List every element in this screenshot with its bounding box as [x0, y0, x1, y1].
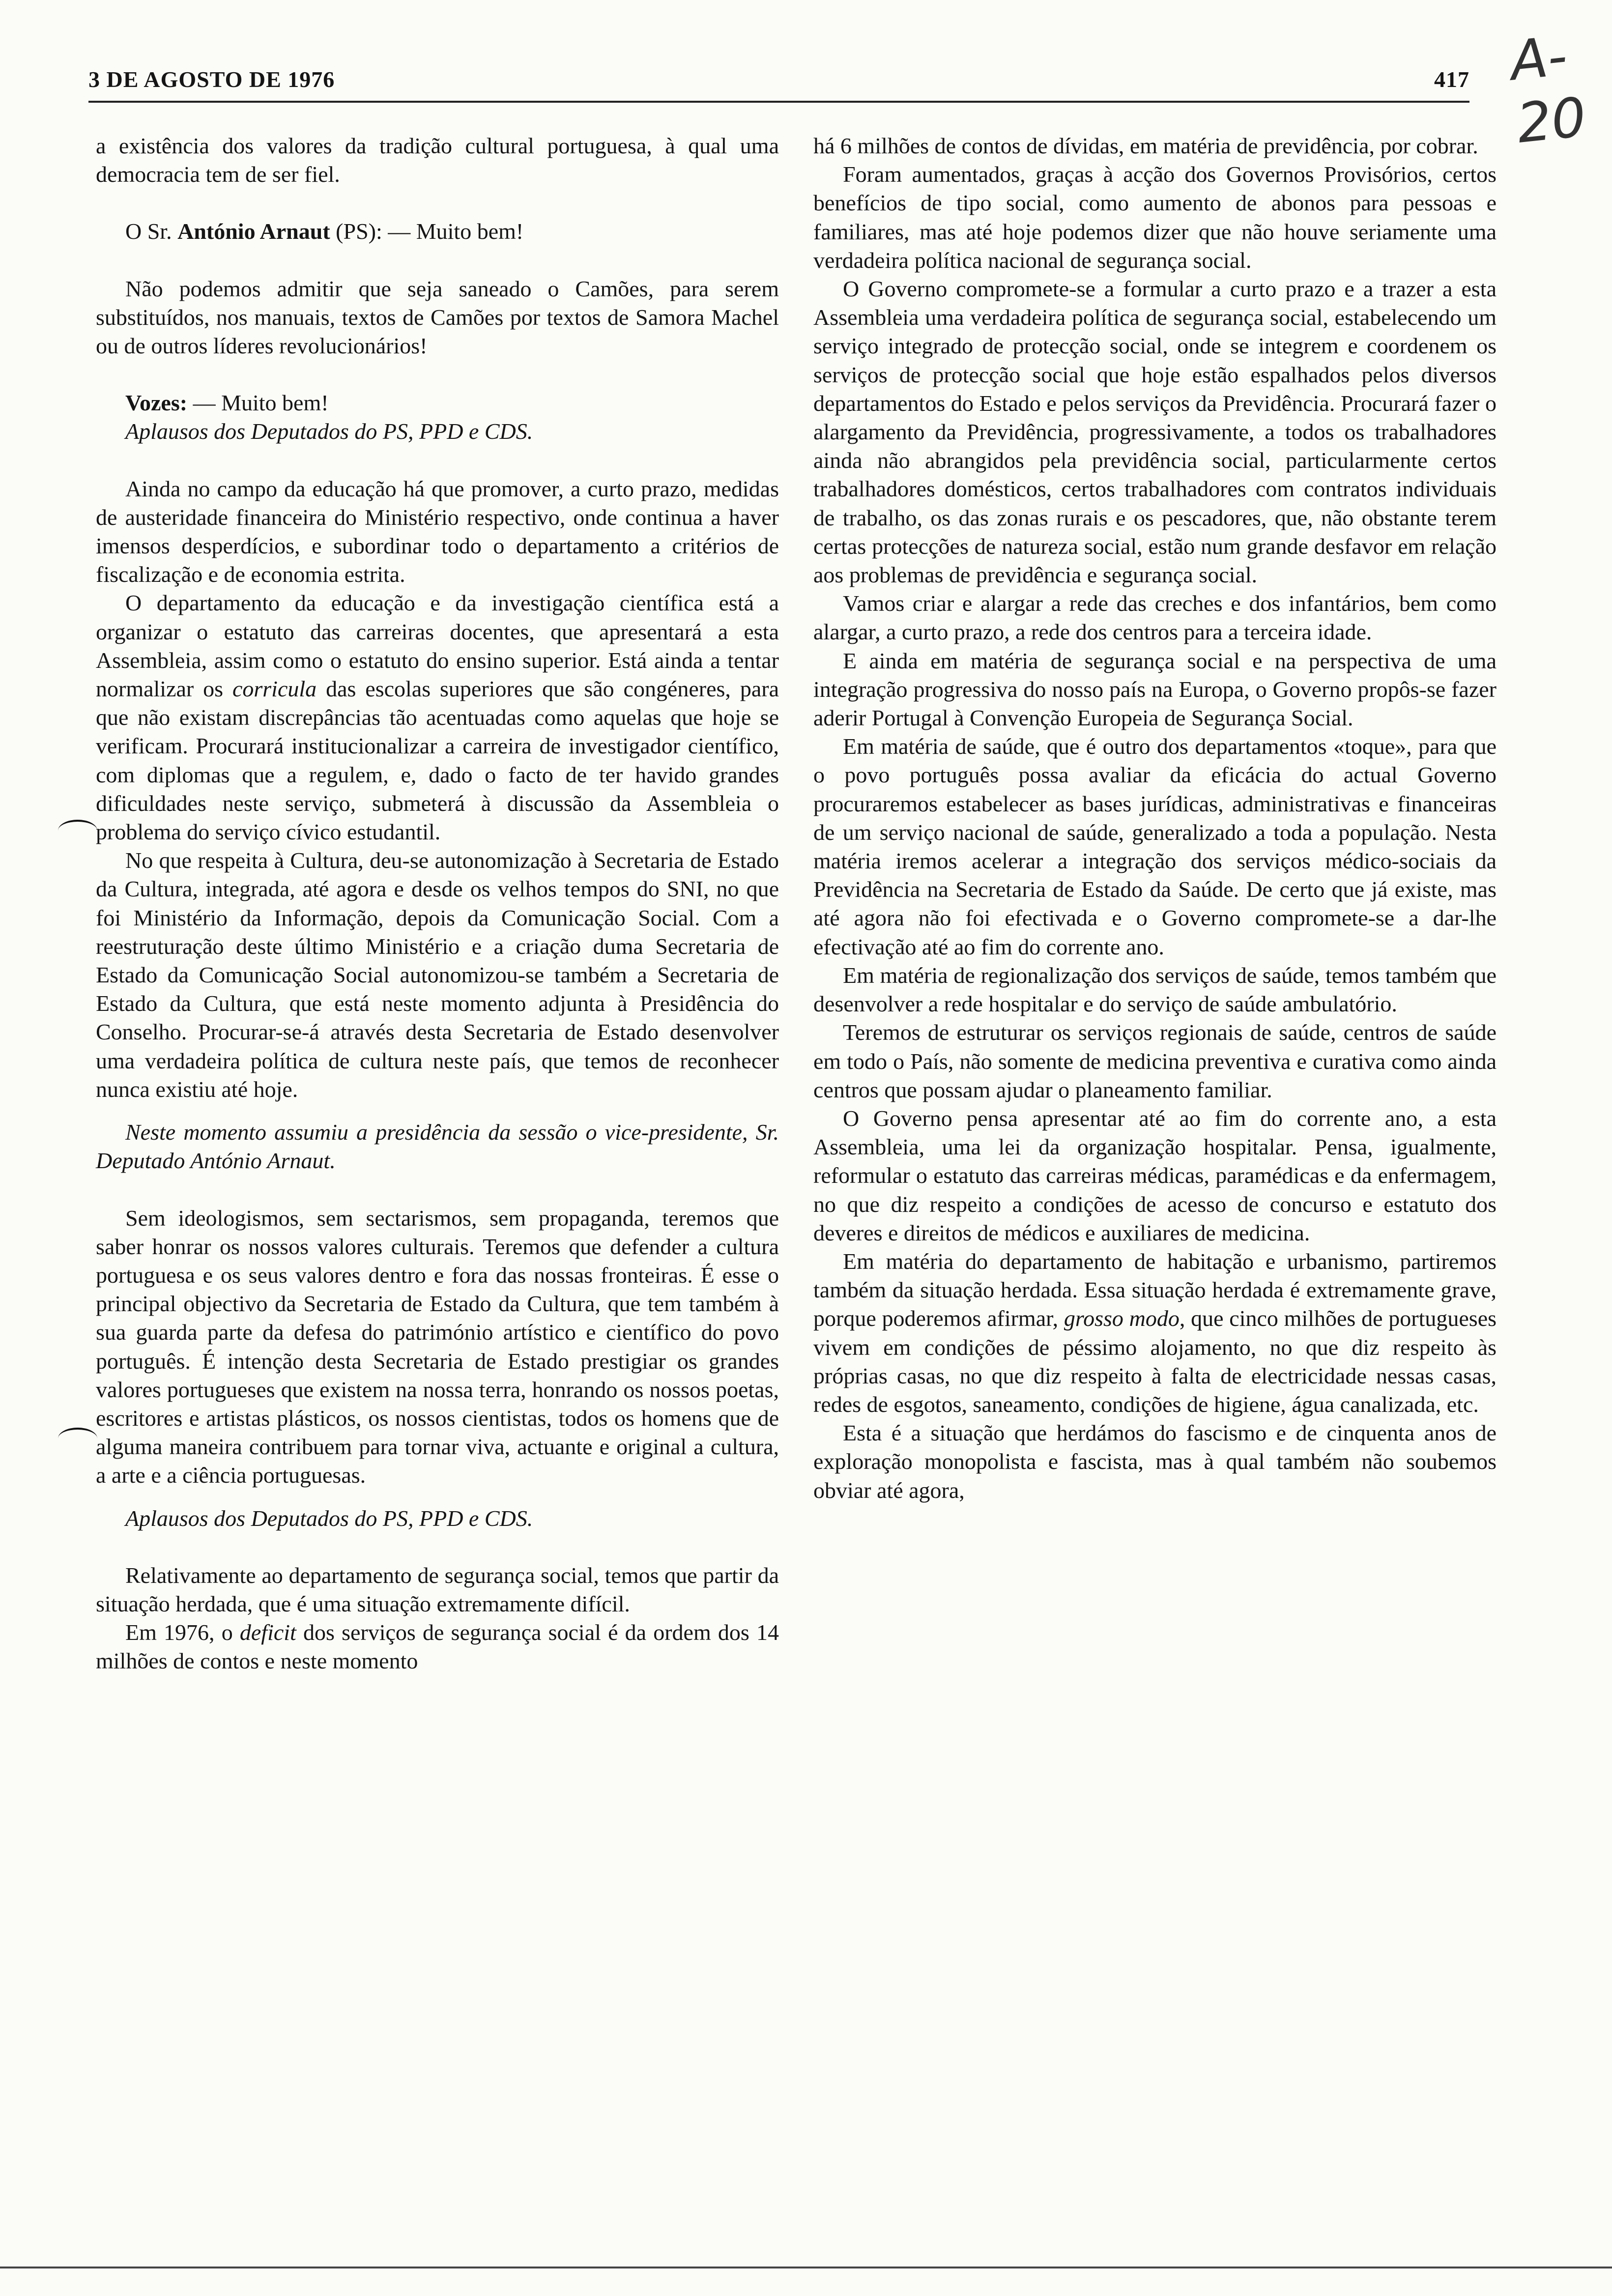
- speaker-line: [96, 389, 779, 417]
- right-column: [813, 132, 1497, 1505]
- text-run: Em 1976, o: [125, 1620, 240, 1645]
- margin-pencil-mark: [58, 1428, 97, 1449]
- paragraph: Esta é a situação que herdámos do fascismo e de cinquenta anos de exploração monopolista e fascista, mas à qual também não soubemos obviar até agora,: [813, 1420, 1497, 1503]
- archive-handwritten-mark: A-20: [1507, 24, 1589, 155]
- applause-note: Aplausos dos Deputados do PS, PPD e CDS.: [125, 419, 533, 444]
- paragraph: Em matéria de regionalização dos serviços de saúde, temos também que desenvolver a rede hospitalar e do serviço de saúde ambulatório.: [813, 962, 1497, 1017]
- paragraph: [813, 1247, 1497, 1419]
- spacer: [96, 360, 779, 389]
- speaker-line: [96, 217, 779, 246]
- speaker-text: (PS): — Muito bem!: [330, 219, 524, 244]
- paragraph: O Governo pensa apresentar até ao fim do corrente ano, a esta Assembleia, uma lei da organização hospitalar. Pensa, igualmente, reformular o estatuto das carreiras médicas, paramédicas e da enfermagem, no que diz respeito a condições de acesso de concurso e estatuto dos deveres e direitos de médicos e auxiliares de medicina.: [813, 1105, 1497, 1245]
- spacer: [96, 1104, 779, 1118]
- paragraph: [96, 1618, 779, 1675]
- speaker-title: O Sr.: [125, 219, 178, 244]
- header-rule: [88, 101, 1469, 103]
- paragraph: Em matéria de saúde, que é outro dos departamentos «toque», para que o povo português possa avaliar da eficácia do actual Governo procuraremos estabelecer as bases jurídicas, administrativas e financeiras de um serviço nacional de saúde, generalizado a toda a população. Nesta matéria iremos acelerar a integração dos serviços médico-sociais da Previdência na Secretaria de Estado da Saúde. De certo que já existe, mas até agora não foi efectivada e o Governo compromete-se a dar-lhe efectivação até ao fim do corrente ano.: [813, 734, 1497, 959]
- paragraph: há 6 milhões de contos de dívidas, em matéria de previdência, por cobrar.: [813, 133, 1478, 158]
- paragraph: Não podemos admitir que seja saneado o Camões, para serem substituídos, nos manuais, textos de Camões por textos de Samora Machel ou de outros líderes revolucionários!: [96, 276, 779, 359]
- page-header: [88, 66, 1469, 101]
- paragraph: Foram aumentados, graças à acção dos Governos Provisórios, certos benefícios de tipo social, como aumento de abonos para pessoas e familiares, mas até hoje podemos dizer que não houve seriamente uma verdadeira política nacional de segurança social.: [813, 162, 1497, 273]
- italic-term: corricula: [232, 676, 317, 702]
- footer-rule: [0, 2267, 1612, 2268]
- spacer: [96, 189, 779, 217]
- text-run: das escolas superiores que são congéneres, para que não existam discrepâncias tão acentuadas como aquelas que hoje se verificam. Procurará institucionalizar a carreira de investigador científico, com diplomas que a regulem, e, dado o facto de ter havido grandes dificuldades neste serviço, submeterá à discussão da Assembleia o problema do serviço cívico estudantil.: [96, 676, 779, 845]
- spacer: [96, 446, 779, 475]
- spacer: [96, 1533, 779, 1561]
- spacer: [96, 1176, 779, 1204]
- speaker-name: Vozes:: [125, 390, 188, 416]
- italic-term: grosso modo: [1064, 1306, 1180, 1331]
- spacer: [96, 246, 779, 275]
- paragraph: a existência dos valores da tradição cultural portuguesa, à qual uma democracia tem de ser fiel.: [96, 133, 779, 187]
- left-column: [96, 132, 779, 1676]
- text-run: , que cinco milhões de portugueses vivem em condições de péssimo alojamento, no que diz respeito às próprias casas, no que diz respeito à falta de electricidade nessas casas, redes de esgotos, saneamento, condições de higiene, água canalizada, etc.: [813, 1306, 1497, 1417]
- speaker-name: António Arnaut: [177, 219, 330, 244]
- spacer: [96, 1490, 779, 1504]
- paragraph: Vamos criar e alargar a rede das creches e dos infantários, bem como alargar, a curto prazo, a rede dos centros para a terceira idade.: [813, 591, 1497, 645]
- text-run: Em matéria do departamento de habitação e urbanismo, partiremos também da situação herdada. Essa situação herdada é extremamente grave, porque poderemos afirmar,: [813, 1248, 1497, 1331]
- page-number: 417: [1434, 67, 1469, 92]
- paragraph: Relativamente ao departamento de segurança social, temos que partir da situação herdada, que é uma situação extremamente difícil.: [96, 1562, 779, 1616]
- paragraph: O Governo compromete-se a formular a curto prazo e a trazer a esta Assembleia uma verdadeira política de segurança social, estabelecendo um serviço integrado de protecção social, onde se integrem e coordenem os serviços de protecção social que hoje estão espalhados pelos diversos departamentos do Estado e pelos serviços da Previdência. Procurará fazer o alargamento da Previdência, progressivamente, a todos os trabalhadores ainda não abrangidos pela previdência social, particularmente certos trabalhadores domésticos, certos trabalhadores com contratos individuais de trabalho, os das zonas rurais e os pescadores, que, não obstante terem certas protecções de natureza social, estão num grande desfavor em relação aos problemas de previdência e segurança social.: [813, 276, 1497, 588]
- session-note: Neste momento assumiu a presidência da sessão o vice-presidente, Sr. Deputado António Arnaut.: [96, 1119, 779, 1174]
- speaker-text: — Muito bem!: [187, 390, 329, 416]
- applause-note: Aplausos dos Deputados do PS, PPD e CDS.: [125, 1505, 533, 1531]
- text-run: dos serviços de segurança social é da ordem dos 14 milhões de contos e neste momento: [96, 1620, 779, 1674]
- text-run: O departamento da educação e da investigação científica está a organizar o estatuto das carreiras docentes, que apresentará a esta Assembleia, assim como o estatuto do ensino superior. Está ainda a tentar normalizar os: [96, 590, 779, 702]
- issue-date: 3 DE AGOSTO DE 1976: [88, 67, 335, 92]
- paragraph: Ainda no campo da educação há que promover, a curto prazo, medidas de austeridade financeira do Ministério respectivo, onde continua a haver imensos desperdícios, e subordinar todo o departamento a critérios de fiscalização e de economia estrita.: [96, 476, 779, 587]
- paragraph: No que respeita à Cultura, deu-se autonomização à Secretaria de Estado da Cultura, integrada, até agora e desde os velhos tempos do SNI, no que foi Ministério da Informação, depois da Comunicação Social. Com a reestruturação deste último Ministério e a criação duma Secretaria de Estado da Comunicação Social autonomizou-se também a Secretaria de Estado da Cultura, que está neste momento adjunta à Presidência do Conselho. Procurar-se-á através desta Secretaria de Estado desenvolver uma verdadeira política de cultura neste país, que temos de reconhecer nunca existiu até hoje.: [96, 848, 779, 1102]
- margin-pencil-mark: [58, 820, 97, 841]
- paragraph: E ainda em matéria de segurança social e na perspectiva de uma integração progressiva do nosso país na Europa, o Governo propôs-se fazer aderir Portugal à Convenção Europeia de Segurança Social.: [813, 648, 1497, 731]
- paragraph: [96, 589, 779, 846]
- paragraph: Sem ideologismos, sem sectarismos, sem propaganda, teremos que saber honrar os nossos valores culturais. Teremos que defender a cultura portuguesa e os seus valores dentro e fora das nossas fronteiras. É esse o principal objectivo da Secretaria de Estado da Cultura, que tem também à sua guarda parte da defesa do património artístico e científico do povo português. É intenção desta Secretaria de Estado prestigiar os grandes valores portugueses que existem na nossa terra, honrando os nossos poetas, escritores e artistas plásticos, os nossos cientistas, todos os homens que de alguma maneira contribuem para tornar viva, actuante e original a cultura, a arte e a ciência portuguesas.: [96, 1205, 779, 1488]
- paragraph: Teremos de estruturar os serviços regionais de saúde, centros de saúde em todo o País, não somente de medicina preventiva e curativa como ainda centros que possam ajudar o planeamento familiar.: [813, 1020, 1497, 1102]
- italic-term: deficit: [239, 1620, 296, 1645]
